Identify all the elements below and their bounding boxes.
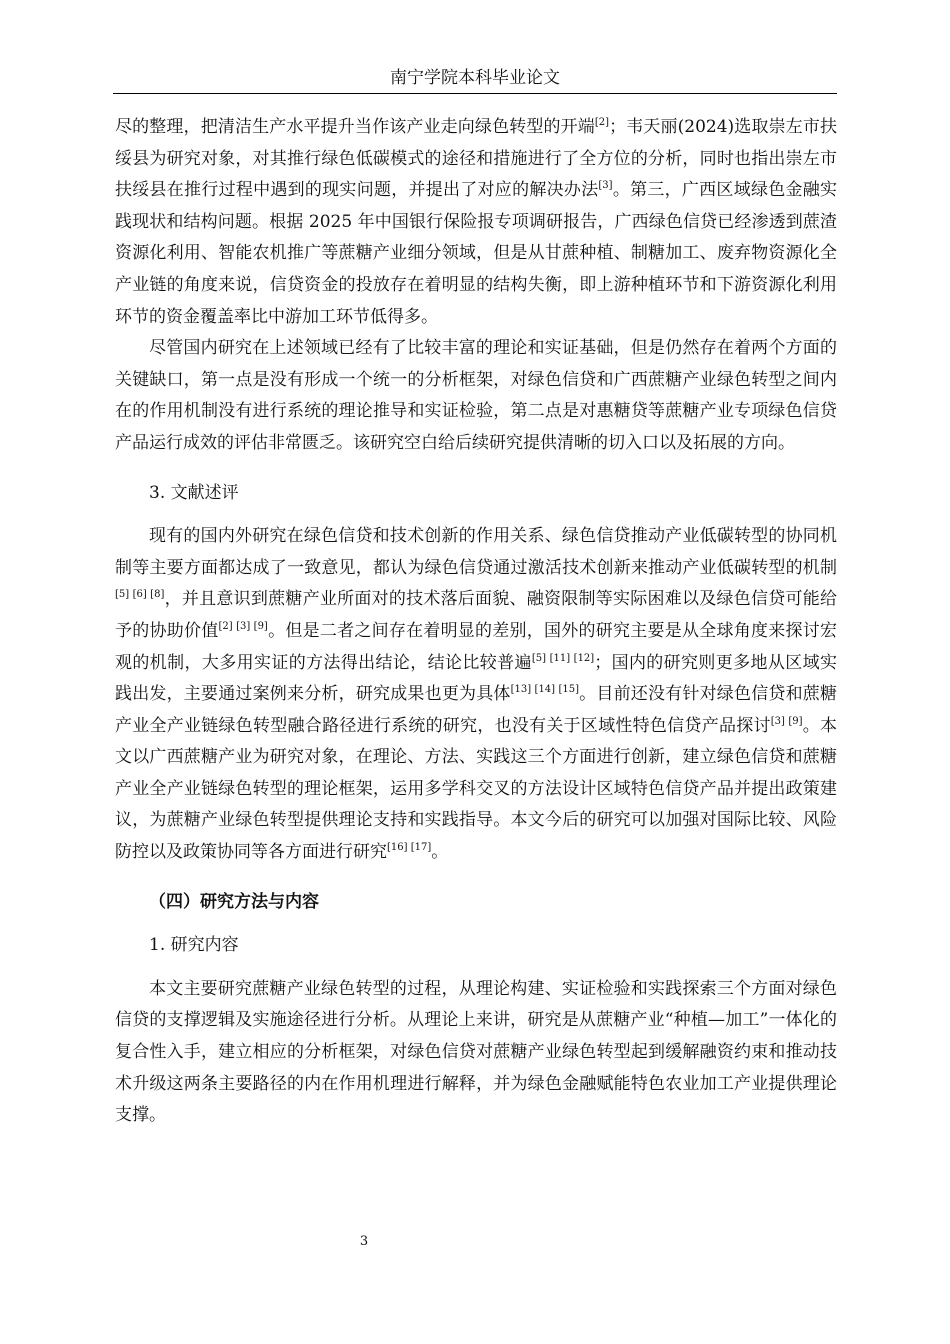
paragraph-2: 尽管国内研究在上述领域已经有了比较丰富的理论和实证基础，但是仍然存在着两个方面的关键缺口，第一点是没有形成一个统一的分析框架，对绿色信贷和广西蔗糖产业绿色转型之间内在的作用机制没有进行系统的理论推导和实证检验，第二点是对惠糖贷等蔗糖产业专项绿色信贷产品运行成效的评估非常匮乏。该研究空白给后续研究提供清晰的切入口以及拓展的方向。 bbox=[115, 338, 837, 453]
citation: [5] [6] [8] bbox=[115, 589, 165, 601]
section-heading-literature-review: 3. 文献述评 bbox=[149, 482, 239, 503]
citation: [5] [11] [12] bbox=[531, 652, 595, 664]
paragraph-text: 尽的整理，把清洁生产水平提升当作该产业走向绿色转型的开端 bbox=[115, 117, 595, 137]
paragraph-text: 。第三，广西区域绿色金融实践现状和结构问题。根据 2025 年中国银行保险报专项调研报告，广西绿色信贷已经渗透到蔗渣资源化利用、智能农机推广等蔗糖产业细分领域，但是从甘蔗种植、制糖加工、废弃物资源化全产业链的角度来说，信贷资金的投放存在着明显的结构失衡，即上游种植环节和下游资源化利用环节的资金覆盖率比中游加工环节低得多。 bbox=[115, 180, 838, 327]
paragraph-text: ，并且意识到蔗糖产业所面对的技术落后面貌、融资限制等实际困难以及绿色信贷可能给予的协助价值 bbox=[115, 589, 838, 641]
citation: [2] bbox=[594, 117, 610, 128]
citation: [16] [17] bbox=[387, 842, 432, 854]
paragraph-4: 本文主要研究蔗糖产业绿色转型的过程，从理论构建、实证检验和实践探索三个方面对绿色信贷的支撑逻辑及实施途径进行分析。从理论上来讲，研究是从蔗糖产业“种植—加工”一体化的复合性入手，建立相应的分析框架，对绿色信贷对蔗糖产业绿色转型起到缓解融资约束和推动技术升级这两条主要路径的内在作用机理进行解释，并为绿色金融赋能特色农业加工产业提供理论支撑。 bbox=[115, 978, 837, 1126]
page-number: 3 bbox=[359, 1234, 369, 1249]
citation: [3] [9] bbox=[770, 715, 803, 727]
running-header: 南宁学院本科毕业论文 bbox=[390, 68, 560, 88]
paragraph-1 bbox=[115, 112, 837, 333]
paragraph-text: ；韦天丽(2024)选取崇左市扶绥县为研究对象，对其推行绿色低碳模式的途径和措施进行了全方位的分析，同时也指出崇左市扶绥县在推行过程中遇到的现实问题，并提出了对应的解决办法 bbox=[115, 117, 837, 201]
paragraph-text: ；国内的研究则更多地从区域实践出发，主要通过案例来分析，研究成果也更为具体 bbox=[115, 652, 838, 705]
citation: [3] bbox=[598, 180, 613, 192]
paragraph-text: 。本文以广西蔗糖产业为研究对象，在理论、方法、实践这三个方面进行创新，建立绿色信贷和蔗糖产业全产业链绿色转型的理论框架，运用多学科交叉的方法设计区域特色信贷产品并提出政策建议，为蔗糖产业绿色转型提供理论支持和实践指导。本文今后的研究可以加强对国际比较、风险防控以及政策协同等各方面进行研究 bbox=[115, 715, 837, 863]
paragraph-text: 。目前还没有针对绿色信贷和蔗糖产业全产业链绿色转型融合路径进行系统的研究，也没有关于区域性特色信贷产品探讨 bbox=[115, 684, 838, 736]
citation: [2] [3] [9] bbox=[218, 620, 268, 632]
paragraph-text: 现有的国内外研究在绿色信贷和技术创新的作用关系、绿色信贷推动产业低碳转型的协同机制等主要方面都达成了一致意见，都认为绿色信贷通过激活技术创新来推动产业低碳转型的机制 bbox=[115, 526, 837, 578]
header-rule bbox=[113, 93, 837, 94]
subsection-heading-content: 1. 研究内容 bbox=[149, 935, 239, 956]
paragraph-text: 。但是二者之间存在着明显的差别，国外的研究主要是从全球角度来探讨宏观的机制，大多用实证的方法得出结论，结论比较普遍 bbox=[115, 620, 838, 673]
section-heading-methods: （四）研究方法与内容 bbox=[149, 891, 319, 912]
document-body bbox=[115, 112, 837, 1132]
citation: [13] [14] [15] bbox=[510, 684, 579, 696]
paragraph-3 bbox=[115, 521, 837, 869]
paragraph-text: 。 bbox=[431, 842, 449, 863]
